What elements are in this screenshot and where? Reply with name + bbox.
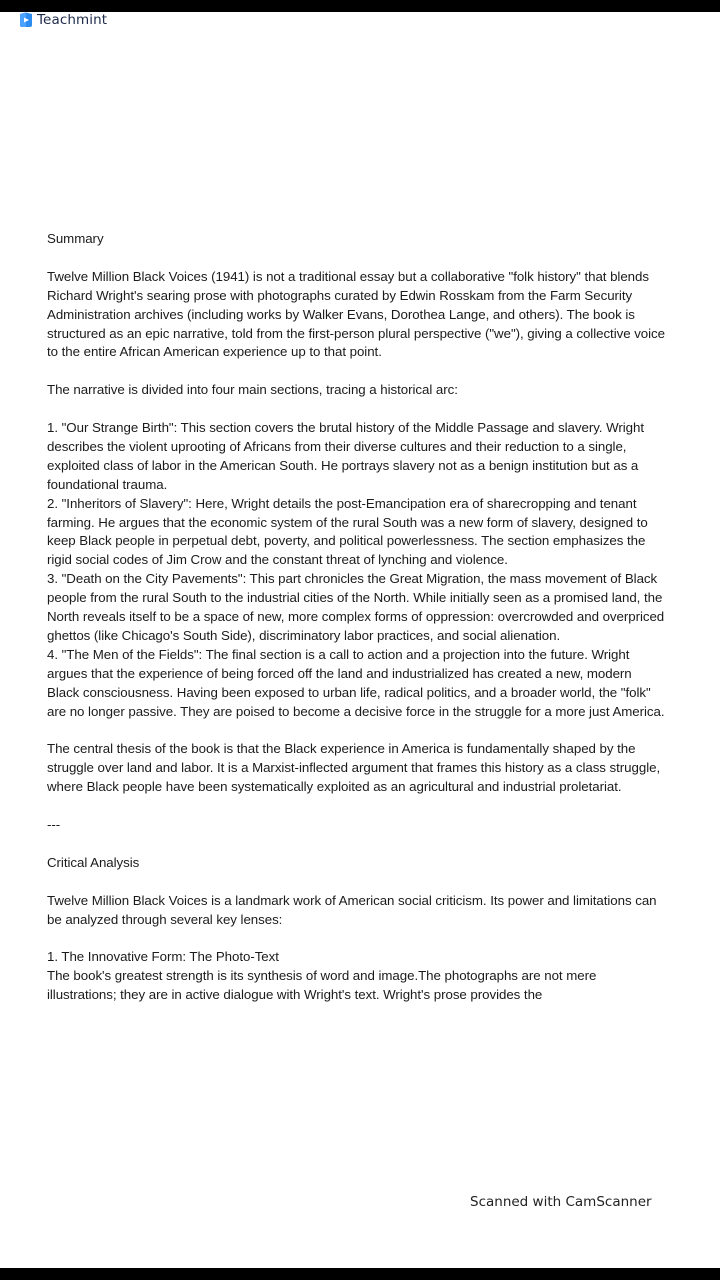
lens-1-paragraph: The book's greatest strength is its synthesis of word and image.The photographs are not mere illustrations; they are in active dialogue with Wright's text. Wright's prose provides the — [47, 968, 597, 1003]
analysis-intro-paragraph: Twelve Million Black Voices is a landmark work of American social criticism. Its power and limitations can be analyzed through several key lenses: — [47, 892, 657, 927]
summary-intro-paragraph: Twelve Million Black Voices (1941) is not a traditional essay but a collaborative "folk history" that blends Richard Wright's searing prose with photographs curated by Edwin Rosskam from the Farm Security Administration archives (including works by Walker Evans, Dorothea Lange, and others). The book is structured as an epic narrative, told from the first-person plural perspective ("we"), giving a collective voice to the entire African American experience up to that point. — [47, 268, 665, 360]
lens-1-heading: 1. The Innovative Form: The Photo-Text — [47, 949, 279, 965]
separator: --- — [47, 817, 61, 833]
thesis-paragraph: The central thesis of the book is that the Black experience in America is fundamentally shaped by the struggle over land and labor. It is a Marxist-inflected argument that frames this history as a class struggle, where Black people have been systematically exploited as an agricultural and industrial proletariat. — [47, 741, 661, 795]
section-item-3: 3. "Death on the City Pavements": This part chronicles the Great Migration, the mass movement of Black people from the rural South to the industrial cities of the North. While initially seen as a promised land, the North reveals itself to be a space of new, more complex forms of oppression: overcrowded and overpriced ghettos (like Chicago's South Side), discriminatory labor practices, and social alienation. — [47, 571, 665, 643]
analysis-heading: Critical Analysis — [47, 854, 140, 870]
sections-intro-paragraph: The narrative is divided into four main sections, tracing a historical arc: — [47, 382, 458, 398]
teachmint-logo-icon — [19, 12, 33, 28]
section-item-2: 2. "Inheritors of Slavery": Here, Wright details the post-Emancipation era of sharecropping and tenant farming. He argues that the economic system of the rural South was a new form of slavery, designed to keep Black people in perpetual debt, poverty, and political powerlessness. The section emphasizes the rigid social codes of Jim Crow and the constant threat of lynching and violence. — [47, 495, 648, 568]
brand-header — [19, 12, 107, 28]
top-black-bar-left — [0, 0, 116, 10]
section-item-1: 1. "Our Strange Birth": This section covers the brutal history of the Middle Passage and slavery. Wright describes the violent uprooting of Africans from their diverse cultures and their reduction to a single, exploited class of labor in the American South. He portrays slavery not as a benign institution but as a foundational trauma. — [47, 420, 644, 492]
summary-heading: Summary — [47, 231, 104, 246]
brand-name: Teachmint — [37, 12, 108, 28]
section-item-4: 4. "The Men of the Fields": The final section is a call to action and a projection into the future. Wright argues that the experience of being forced off the land and industrialized has created a new, modern Black consciousness. Having been exposed to urban life, radical politics, and a broader world, the "folk" are no longer passive. They are poised to become a decisive force in the struggle for a more just America. — [47, 646, 665, 719]
bottom-black-bar — [0, 1268, 720, 1280]
camscanner-watermark: Scanned with CamScanner — [470, 1194, 652, 1210]
document-page — [47, 230, 667, 1005]
